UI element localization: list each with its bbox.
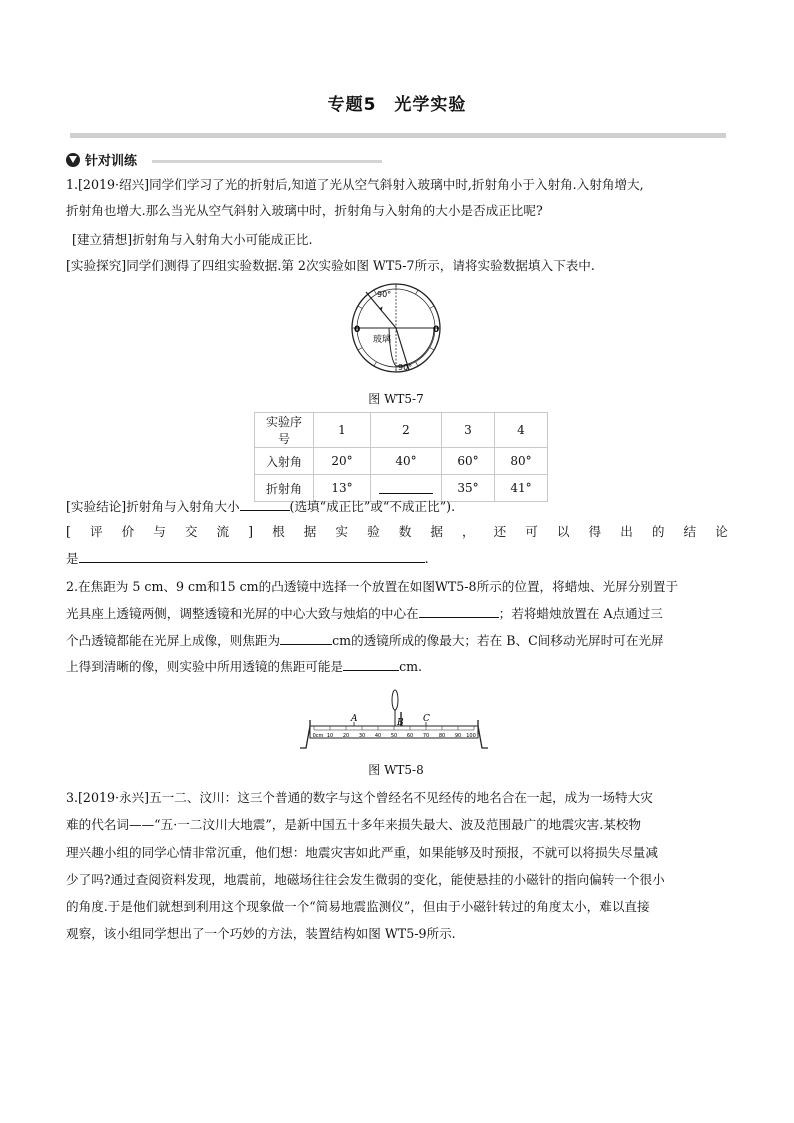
q1-explore: [实验探究]同学们测得了四组实验数据.第 2次实验如图 WT5-7所示，请将实验数据填入下表中. <box>66 258 595 273</box>
eval-period: . <box>424 551 429 566</box>
eval-char: 以 <box>556 524 570 539</box>
q2-text: 光具座上透镜两侧，调整透镜和光屏的中心大致与烛焰的中心在 <box>66 606 419 621</box>
eval-char: 与 <box>153 524 166 539</box>
q1-line1: 1.[2019·绍兴]同学们学习了光的折射后,知道了光从空气斜射入玻璃中时,折射角小于入射角.入射角增大, <box>66 177 644 192</box>
eval-char: 可 <box>525 524 538 539</box>
q3-line2: 难的代名词——“五·一二汶川大地震”，是新中国五十多年来损失最大、波及范围最广的地震灾害.某校物 <box>66 817 642 832</box>
eval-char: 论 <box>715 524 728 539</box>
table-cell: 1 <box>314 413 371 448</box>
bench-tick-label: 20 <box>342 733 350 739</box>
bench-tick-label: 90 <box>454 733 462 739</box>
q2-line2 <box>66 604 663 623</box>
q2-text: cm. <box>399 659 423 674</box>
q1-hypothesis: [建立猜想]折射角与入射角大小可能成正比. <box>72 232 313 247</box>
answer-blank-focal-possible[interactable] <box>343 657 399 671</box>
eval-char: 还 <box>493 524 507 539</box>
table-row <box>255 448 548 475</box>
answer-blank-evaluation[interactable] <box>79 549 425 563</box>
table-cell: 3 <box>442 413 495 448</box>
section-title: 针对训练 <box>85 154 138 169</box>
table-cell: 35° <box>442 475 495 502</box>
data-table <box>254 412 548 502</box>
q2-line3 <box>66 631 664 650</box>
figure-caption-wt5-7: 图 WT5-7 <box>368 392 424 406</box>
eval-char: 的 <box>651 524 665 539</box>
point-a-label: A <box>351 714 358 724</box>
answer-blank-center-height[interactable] <box>419 604 499 618</box>
triangle-down-icon <box>66 153 80 167</box>
eval-char: 交 <box>184 524 198 539</box>
eval-char: ] <box>248 524 254 539</box>
q1-line2: 折射角也增大.那么当光从空气斜射入玻璃中时，折射角与入射角的大小是否成正比呢? <box>66 203 543 218</box>
label-0-right: 0 <box>433 325 440 335</box>
table-cell: 实验序号 <box>255 413 314 448</box>
table-row <box>255 413 548 448</box>
answer-blank-conclusion[interactable] <box>240 497 290 511</box>
q2-text: ；若将蜡烛放置在 A点通过三 <box>498 606 663 621</box>
table-cell: 80° <box>495 448 548 475</box>
bench-tick-label: 30 <box>358 733 366 739</box>
q1-evaluation-line2 <box>66 549 429 568</box>
eval-char: 实 <box>335 524 349 539</box>
q1-conclusion <box>66 497 455 516</box>
title-divider <box>70 133 726 138</box>
bench-tick-label: 60 <box>406 733 414 739</box>
q2-text: cm的透镜所成的像最大；若在 B、C间移动光屏时可在光屏 <box>332 633 664 648</box>
bench-tick-label: 70 <box>422 733 430 739</box>
table-cell: 41° <box>495 475 548 502</box>
table-cell: 折射角 <box>255 475 314 502</box>
refraction-figure <box>346 280 446 380</box>
table-cell: 20° <box>314 448 371 475</box>
q3-line3: 理兴趣小组的同学心情非常沉重，他们想：地震灾害如此严重，如果能够及时预报，不就可以将损失尽量减 <box>66 845 658 860</box>
eval-char: 据 <box>303 524 317 539</box>
eval-char: 验 <box>367 524 380 539</box>
label-90-bottom: 90° <box>398 363 413 372</box>
eval-char: 得 <box>588 524 602 539</box>
bench-tick-label: 10 <box>326 733 334 739</box>
q2-text: 个凸透镜都能在光屏上成像，则焦距为 <box>66 633 281 648</box>
eval-char: [ <box>66 524 71 539</box>
eval-char: 流 <box>216 524 230 539</box>
section-header <box>66 150 137 169</box>
q3-line5: 的角度.于是他们就想到利用这个现象做一个“简易地震监测仪”，但由于小磁针转过的角度太小，难以直接 <box>66 899 650 914</box>
q2-text: 上得到清晰的像，则实验中所用透镜的焦距可能是 <box>66 659 344 674</box>
page-title: 专题5 光学实验 <box>327 95 467 115</box>
q2-line4 <box>66 657 422 676</box>
point-b-label: B <box>397 718 404 728</box>
point-c-label: C <box>423 714 430 724</box>
eval-char: 数 <box>398 524 412 539</box>
table-cell: 40° <box>371 448 442 475</box>
table-cell: 2 <box>371 413 442 448</box>
bench-tick-label: 50 <box>390 733 398 739</box>
q1-conclusion-hint: (选填“成正比”或“不成正比”). <box>289 499 456 514</box>
bench-tick-label: 80 <box>438 733 446 739</box>
eval-char: 评 <box>89 524 103 539</box>
answer-blank-focal-largest[interactable] <box>280 631 332 645</box>
eval-char: ， <box>461 524 475 539</box>
figure-caption-wt5-8: 图 WT5-8 <box>368 763 424 777</box>
eval-char: 根 <box>272 524 285 539</box>
bench-leg-right <box>478 726 488 748</box>
label-90-top: 90° <box>377 290 392 299</box>
eval-char: 结 <box>683 524 697 539</box>
table-cell: 13° <box>314 475 371 502</box>
q3-line4: 少了吗?通过查阅资料发现，地震前，地磁场往往会发生微弱的变化，能使悬挂的小磁针的指向偏转一个很小 <box>66 872 665 887</box>
eval-char: 出 <box>620 524 633 539</box>
q3-line1: 3.[2019·永兴]五一二、汶川：这三个普通的数字与这个曾经名不见经传的地名合在一起，成为一场特大灾 <box>66 790 653 805</box>
table-cell: 入射角 <box>255 448 314 475</box>
eval-char: 据 <box>430 524 443 539</box>
label-0-left: 0 <box>354 325 361 335</box>
q3-line6: 观察，该小组同学想出了一个巧妙的方法，装置结构如图 WT5-9所示. <box>66 926 456 941</box>
table-cell: 60° <box>442 448 495 475</box>
optical-bench-figure <box>298 682 490 754</box>
section-divider <box>152 160 382 163</box>
bench-tick-label: 40 <box>374 733 382 739</box>
label-glass: 玻璃 <box>373 335 392 345</box>
eval-char: 价 <box>121 524 135 539</box>
q1-conclusion-text: [实验结论]折射角与入射角大小 <box>66 499 240 514</box>
bench-leg-left <box>300 726 310 748</box>
table-cell: 4 <box>495 413 548 448</box>
bench-tick-label: 100 <box>466 733 476 739</box>
bench-tick-label: 0cm <box>312 733 324 739</box>
eval-text: 是 <box>66 551 79 566</box>
q1-evaluation-line <box>66 523 728 541</box>
q2-line1: 2.在焦距为 5 cm、9 cm和15 cm的凸透镜中选择一个放置在如图WT5-8所示的位置，将蜡烛、光屏分别置于 <box>66 579 679 594</box>
